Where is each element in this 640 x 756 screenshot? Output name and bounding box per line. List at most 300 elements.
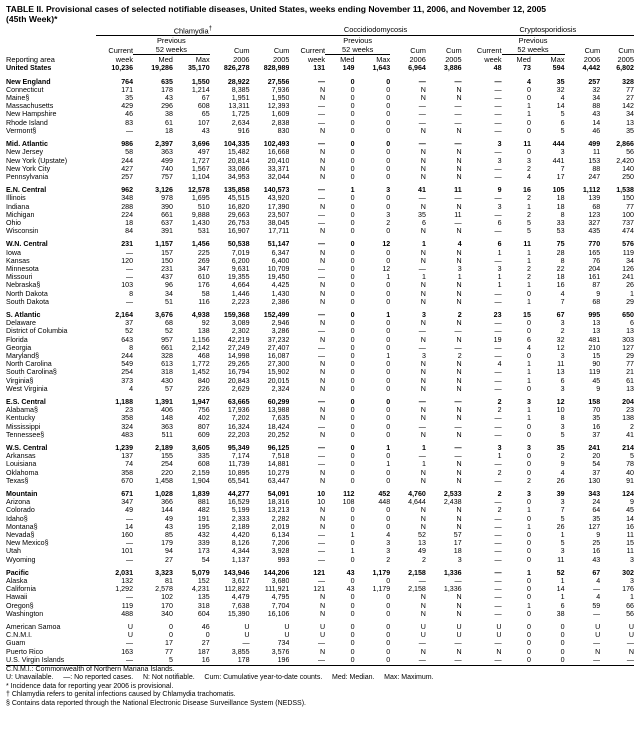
value-cell: 150	[622, 194, 634, 203]
value-cell: —	[593, 609, 601, 618]
value-cell: N	[456, 289, 462, 298]
value-cell: N	[420, 514, 426, 523]
reporting-area-cell: Nebraska§	[6, 281, 41, 290]
value-cell: 33,371	[267, 164, 290, 173]
value-cell: 608	[197, 460, 210, 469]
value-cell: N	[456, 601, 462, 610]
value-cell: —	[494, 531, 502, 540]
footnotes	[6, 665, 634, 708]
current-label: Current	[108, 45, 134, 55]
value-cell: —	[494, 577, 502, 586]
value-cell: —	[494, 289, 502, 298]
year-2006-label: 2006	[583, 55, 601, 65]
table-row	[6, 290, 634, 298]
value-cell: 6	[526, 335, 531, 344]
value-cell: 130	[588, 476, 601, 485]
value-cell: 2	[421, 555, 426, 564]
reporting-area-cell: Puerto Rico	[6, 647, 44, 656]
value-cell: 4	[560, 289, 565, 298]
value-cell: 225	[197, 248, 210, 257]
value-cell: —	[418, 343, 426, 352]
value-cell: 17,936	[227, 406, 250, 415]
value-cell: 104,335	[223, 140, 250, 149]
value-cell: 6	[560, 118, 565, 127]
value-cell: 0	[350, 476, 355, 485]
value-cell: 1	[421, 240, 426, 249]
value-cell: 5	[560, 430, 565, 439]
value-cell: 0	[526, 631, 531, 640]
value-cell: 23	[125, 406, 134, 415]
value-cell: 16	[592, 422, 601, 431]
value-cell: 1	[386, 351, 391, 360]
value-cell: —	[418, 110, 426, 119]
cum-label: Cum	[618, 45, 634, 55]
value-cell: 0	[386, 468, 391, 477]
value-cell: N	[420, 368, 426, 377]
cum-label: Cum	[584, 45, 601, 55]
value-cell: 231	[161, 264, 173, 273]
value-cell: 4	[526, 77, 531, 86]
table-row	[6, 227, 634, 235]
value-cell: 153	[588, 156, 601, 165]
value-cell: 16	[626, 522, 634, 531]
value-cell: 187	[197, 647, 210, 656]
region-row	[6, 490, 634, 498]
value-cell: 16	[592, 547, 601, 556]
value-cell: 0	[560, 639, 565, 648]
value-cell: N	[420, 430, 426, 439]
value-cell: 64	[592, 506, 601, 515]
value-cell: 2,189	[231, 522, 250, 531]
value-cell: —	[418, 194, 426, 203]
reporting-area-cell: Nevada§	[6, 531, 35, 540]
value-cell: N	[320, 368, 326, 377]
value-cell: 4,795	[271, 593, 290, 602]
value-cell: 604	[197, 609, 210, 618]
value-cell: 3	[386, 210, 391, 219]
value-cell: 14	[592, 118, 601, 127]
value-cell: —	[494, 118, 502, 127]
value-cell: 2	[526, 273, 531, 282]
value-cell: 840	[197, 376, 210, 385]
value-cell: 16,820	[227, 202, 250, 211]
value-cell: N	[320, 414, 326, 423]
cum-label: Cum	[410, 45, 426, 55]
reporting-area-cell: S. Atlantic	[6, 310, 41, 319]
value-cell: 957	[161, 335, 173, 344]
reporting-area-cell: Ohio	[6, 218, 21, 227]
value-cell: 7,019	[231, 248, 250, 257]
value-cell: 0	[350, 94, 355, 103]
value-cell: 49	[418, 547, 426, 556]
value-cell: 13	[418, 539, 426, 548]
value-cell: 740	[161, 164, 173, 173]
value-cell: 54,091	[267, 490, 290, 499]
value-cell: N	[456, 522, 462, 531]
med-label: Med	[516, 55, 531, 65]
value-cell: 135,858	[223, 186, 250, 195]
value-cell: 2,866	[616, 140, 634, 149]
value-cell: U	[244, 631, 250, 640]
value-cell: N	[420, 522, 426, 531]
value-cell: N	[456, 202, 462, 211]
region-row	[6, 186, 634, 194]
value-cell: 1,292	[115, 585, 134, 594]
table-row	[6, 523, 634, 531]
reporting-area-cell: Idaho§	[6, 514, 28, 523]
value-cell: 23	[493, 310, 502, 319]
value-cell: 4	[560, 468, 565, 477]
footnote-nedss: § Contains data reported through the National Electronic Disease Surveillance System (NEDSS).	[6, 699, 306, 707]
value-cell: 0	[560, 655, 565, 664]
value-cell: 75	[556, 240, 565, 249]
value-cell: 157	[161, 248, 173, 257]
value-cell: 0	[350, 631, 355, 640]
value-cell: N	[320, 376, 326, 385]
value-cell: 0	[350, 164, 355, 173]
value-cell: 0	[386, 335, 391, 344]
value-cell: U	[420, 623, 426, 632]
value-cell: 59	[592, 601, 601, 610]
value-cell: 18	[165, 126, 173, 135]
value-cell: 0	[526, 85, 531, 94]
value-cell: 4,644	[408, 498, 426, 507]
value-cell: 107	[197, 118, 210, 127]
value-cell: 1	[386, 444, 391, 452]
value-cell: —	[494, 601, 502, 610]
value-cell: 2	[386, 555, 391, 564]
value-cell: 2,158	[408, 585, 426, 594]
reporting-area-cell: South Dakota	[6, 297, 49, 306]
value-cell: 4	[596, 593, 601, 602]
reporting-area-cell: United States	[6, 64, 52, 73]
current-label: Current	[300, 45, 326, 55]
table-row	[6, 86, 634, 94]
value-cell: 6	[560, 601, 565, 610]
value-cell: 6	[630, 319, 634, 328]
value-cell: 0	[350, 623, 355, 632]
value-cell: N	[456, 460, 462, 469]
weeks52-label: 52 weeks	[325, 45, 390, 55]
value-cell: 27	[165, 555, 173, 564]
value-cell: 3	[457, 264, 462, 273]
value-cell: 0	[386, 126, 391, 135]
table-row	[6, 477, 634, 485]
value-cell: —	[494, 126, 502, 135]
value-cell: 576	[622, 240, 634, 249]
value-cell: N	[420, 164, 426, 173]
value-cell: 347	[121, 498, 134, 507]
value-cell: 3,617	[231, 577, 250, 586]
value-cell: 474	[622, 227, 634, 236]
value-cell: 3	[560, 422, 565, 431]
value-cell: 1	[421, 460, 426, 469]
value-cell: 32	[592, 85, 601, 94]
value-cell: N	[456, 406, 462, 415]
value-cell: 302	[622, 568, 634, 577]
value-cell: 0	[526, 351, 531, 360]
value-cell: N	[320, 85, 326, 94]
value-cell: 112	[343, 490, 355, 499]
value-cell: N	[456, 593, 462, 602]
value-cell: —	[626, 639, 634, 648]
value-cell: 142	[622, 102, 634, 111]
value-cell: 1	[526, 281, 531, 290]
value-cell: 2	[457, 351, 462, 360]
value-cell: 3	[560, 384, 565, 393]
value-cell: N	[320, 164, 326, 173]
reporting-area-cell: Vermont§	[6, 126, 37, 135]
value-cell: 0	[350, 77, 355, 86]
value-cell: 1	[497, 452, 502, 461]
previous-label: Previous	[518, 36, 548, 46]
value-cell: 91	[626, 476, 634, 485]
value-cell: —	[454, 327, 462, 336]
value-cell: 830	[277, 126, 290, 135]
value-cell: —	[125, 655, 134, 664]
value-cell: 25	[592, 539, 601, 548]
value-cell: 170	[161, 601, 173, 610]
year-2006-label: 2006	[409, 55, 426, 65]
value-cell: 40	[626, 468, 634, 477]
footnote-cnmi: C.N.M.I.: Commonwealth of Northern Mariana Islands.	[6, 666, 175, 674]
value-cell: 191	[197, 514, 210, 523]
value-cell: 1,609	[271, 110, 290, 119]
value-cell: 1	[630, 289, 634, 298]
value-cell: —	[418, 140, 426, 149]
value-cell: 0	[526, 460, 531, 469]
value-cell: 318	[197, 601, 210, 610]
cum-label: Cum	[446, 45, 462, 55]
value-cell: 1	[526, 601, 531, 610]
value-cell: 2	[526, 164, 531, 173]
value-cell: 83	[125, 118, 134, 127]
value-cell: 101	[121, 547, 134, 556]
reporting-area-cell: Kentucky	[6, 414, 36, 423]
value-cell: U	[320, 631, 326, 640]
current-label: Current	[476, 45, 502, 55]
value-cell: 2	[560, 452, 565, 461]
value-cell: 335	[197, 452, 210, 461]
value-cell: 3	[560, 148, 565, 157]
value-cell: 1,104	[191, 172, 210, 181]
value-cell: 3,855	[231, 647, 250, 656]
value-cell: 11	[454, 210, 462, 219]
value-cell: 4,344	[231, 547, 250, 556]
value-cell: 52	[165, 327, 173, 336]
value-cell: N	[456, 514, 462, 523]
value-cell: 0	[350, 639, 355, 648]
value-cell: 14,881	[267, 460, 290, 469]
value-cell: 1,336	[443, 585, 462, 594]
value-cell: 1	[526, 110, 531, 119]
value-cell: 0	[350, 368, 355, 377]
value-cell: —	[494, 476, 502, 485]
value-cell: 100	[622, 210, 634, 219]
value-cell: 33,086	[227, 164, 250, 173]
reporting-area-cell: New York (Upstate)	[6, 156, 68, 165]
value-cell: 41	[626, 430, 634, 439]
value-cell: 1,643	[372, 64, 391, 73]
value-cell: 11	[557, 360, 565, 369]
value-cell: 231	[121, 240, 134, 249]
reporting-area-cell: W.S. Central	[6, 444, 48, 452]
value-cell: 13	[592, 319, 601, 328]
value-cell: 16	[201, 655, 210, 664]
value-cell: U	[127, 623, 134, 632]
value-cell: 2	[386, 218, 391, 227]
table-row	[6, 148, 634, 156]
value-cell: 5	[560, 514, 565, 523]
value-cell: 20,252	[267, 430, 290, 439]
value-cell: 220	[161, 468, 173, 477]
week-label: week	[115, 55, 134, 65]
table-row	[6, 219, 634, 227]
value-cell: 38,045	[267, 218, 290, 227]
value-cell: 3	[560, 319, 565, 328]
value-cell: 178	[161, 85, 173, 94]
value-cell: 9,888	[191, 210, 210, 219]
value-cell: 0	[350, 148, 355, 157]
value-cell: —	[494, 639, 502, 648]
value-cell: 61	[626, 376, 634, 385]
value-cell: —	[318, 422, 326, 431]
value-cell: 2,019	[271, 522, 290, 531]
reporting-area-cell: American Samoa	[6, 623, 61, 632]
value-cell: 3	[497, 202, 502, 211]
value-cell: —	[125, 126, 134, 135]
value-cell: 38	[165, 110, 173, 119]
value-cell: N	[320, 172, 326, 181]
value-cell: —	[593, 585, 601, 594]
value-cell: 1,456	[191, 240, 210, 249]
value-cell: 610	[197, 273, 210, 282]
reporting-area-cell: Maryland§	[6, 351, 40, 360]
value-cell: —	[418, 655, 426, 664]
value-cell: 45	[626, 506, 634, 515]
value-cell: 0	[350, 343, 355, 352]
value-cell: 0	[205, 631, 210, 640]
value-cell: U	[456, 631, 462, 640]
value-cell: N	[320, 406, 326, 415]
value-cell: 511	[161, 430, 173, 439]
reporting-area-cell: Arkansas	[6, 452, 36, 461]
value-cell: 8	[129, 343, 134, 352]
value-cell: 20,843	[227, 376, 250, 385]
value-cell: 2	[497, 397, 502, 406]
value-cell: 390	[161, 202, 173, 211]
value-cell: 0	[386, 609, 391, 618]
value-cell: 12	[556, 343, 565, 352]
reporting-area-cell: South Carolina§	[6, 368, 57, 377]
value-cell: 1	[526, 522, 531, 531]
value-cell: 2,164	[115, 310, 134, 319]
value-cell: 254	[121, 368, 134, 377]
value-cell: 348	[121, 194, 134, 203]
value-cell: 28	[556, 248, 565, 257]
value-cell: 826,278	[223, 64, 250, 73]
value-cell: 497	[197, 148, 210, 157]
value-cell: 28,922	[227, 77, 250, 86]
value-cell: 4	[560, 94, 565, 103]
value-cell: 10	[317, 498, 326, 507]
value-cell: 3	[386, 547, 391, 556]
table-row	[6, 110, 634, 118]
value-cell: 296	[161, 102, 173, 111]
value-cell: 0	[386, 227, 391, 236]
value-cell: 1,695	[191, 194, 210, 203]
value-cell: 0	[350, 156, 355, 165]
region-row	[6, 311, 634, 319]
value-cell: 19,450	[267, 273, 290, 282]
value-cell: 20,410	[267, 156, 290, 165]
table-title-line1: TABLE II. Provisional cases of selected notifiable diseases, United States, weeks ending November 11, 2006, and November 12, 2005	[6, 4, 547, 14]
value-cell: 52	[125, 327, 134, 336]
value-cell: N	[456, 609, 462, 618]
value-cell: 7,206	[271, 539, 290, 548]
value-cell: 0	[350, 297, 355, 306]
table-row	[6, 319, 634, 327]
value-cell: 37	[592, 430, 601, 439]
value-cell: 5	[526, 218, 531, 227]
reporting-area-cell: Missouri	[6, 273, 33, 282]
value-cell: 0	[350, 85, 355, 94]
value-cell: 10	[556, 406, 565, 415]
value-cell: 1	[526, 506, 531, 515]
value-cell: 58	[125, 148, 134, 157]
value-cell: —	[318, 210, 326, 219]
value-cell: 15,482	[227, 148, 250, 157]
value-cell: 358	[121, 414, 134, 423]
value-cell: 68	[592, 202, 601, 211]
med-label: Med	[158, 55, 173, 65]
value-cell: 6	[421, 218, 426, 227]
value-cell: 17	[556, 172, 565, 181]
value-cell: 144	[161, 506, 173, 515]
value-cell: 0	[350, 240, 355, 249]
value-cell: 0	[350, 140, 355, 149]
value-cell: 1	[526, 368, 531, 377]
value-cell: 1,336	[443, 568, 462, 577]
value-cell: 643	[121, 335, 134, 344]
value-cell: 0	[350, 647, 355, 656]
value-cell: 0	[386, 384, 391, 393]
value-cell: 3,696	[191, 140, 210, 149]
value-cell: 88	[592, 164, 601, 173]
value-cell: —	[125, 539, 134, 548]
table-row	[6, 506, 634, 514]
value-cell: N	[420, 148, 426, 157]
value-cell: 2,282	[271, 514, 290, 523]
value-cell: 155	[161, 452, 173, 461]
value-cell: 244	[121, 156, 134, 165]
value-cell: 1,137	[231, 555, 250, 564]
year-2005-label: 2005	[445, 55, 462, 65]
value-cell: 1,725	[231, 110, 250, 119]
value-cell: 5	[630, 452, 634, 461]
value-cell: 0	[350, 248, 355, 257]
value-cell: 16,907	[227, 227, 250, 236]
reporting-area-cell: California	[6, 585, 36, 594]
reporting-area-cell: Pacific	[6, 568, 29, 577]
value-cell: —	[125, 639, 134, 648]
value-cell: 7,635	[271, 414, 290, 423]
value-cell: 179	[161, 539, 173, 548]
value-cell: 499	[161, 156, 173, 165]
value-cell: 10,895	[227, 468, 250, 477]
value-cell: N	[420, 376, 426, 385]
value-cell: 35	[592, 514, 601, 523]
